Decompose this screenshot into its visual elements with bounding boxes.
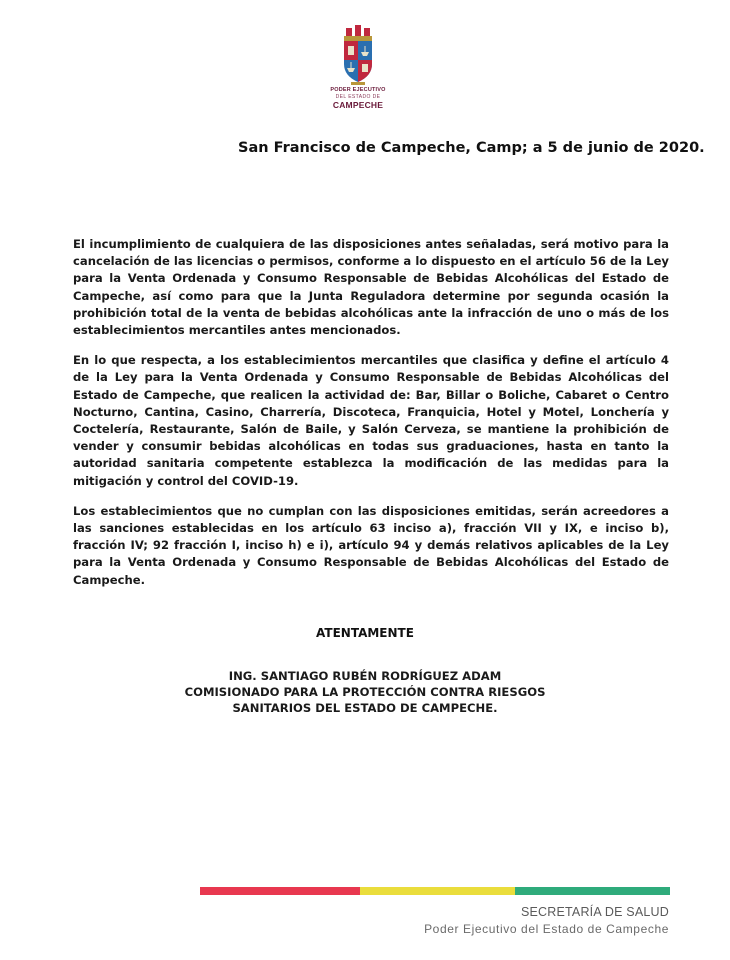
footer-bar-green	[515, 887, 670, 895]
campeche-seal	[325, 24, 391, 109]
footer-color-bar	[200, 887, 670, 895]
paragraph: El incumplimiento de cualquiera de las disposiciones antes señaladas, será motivo para la cancelación de las licencias o permisos, conforme a lo dispuesto en el artículo 56 de la Ley para la Venta Ordenada y Consumo Responsable de Bebidas Alcohólicas del Estado de Campeche, así como para que la Junta Reguladora determine por segunda ocasión la prohibición total de la venta de bebidas alcohólicas ante la infracción de uno o más de los establecimientos mercantiles antes mencionados.	[73, 237, 669, 338]
signature-block	[150, 668, 580, 716]
footer-bar-red	[200, 887, 360, 895]
footer-department: SECRETARÍA DE SALUD	[520, 905, 669, 919]
closing-salutation: ATENTAMENTE	[316, 626, 414, 640]
seal-line-2: DEL ESTADO DE	[335, 93, 381, 100]
signer-title-line-1: COMISIONADO PARA LA PROTECCIÓN CONTRA RIESGOS	[184, 685, 546, 699]
coat-of-arms-icon	[341, 24, 375, 86]
footer-government: Poder Ejecutivo del Estado de Campeche	[424, 922, 669, 936]
footer	[424, 903, 669, 938]
footer-bar-yellow	[360, 887, 515, 895]
seal-line-3: CAMPECHE	[332, 99, 384, 110]
paragraph: Los establecimientos que no cumplan con las disposiciones emitidas, serán acreedores a las sanciones establecidas en los artículo 63 inciso a), fracción VII y IX, e inciso b), fracción IV; 92 fracción I, inciso h) e i), artículo 94 y demás relativos aplicables de la Ley para la Venta Ordenada y Consumo Responsable de Bebidas Alcohólicas del Estado de Campeche.	[73, 503, 669, 587]
document-body	[73, 236, 669, 602]
seal-line-1: PODER EJECUTIVO	[330, 87, 386, 93]
date-line: San Francisco de Campeche, Camp; a 5 de junio de 2020.	[238, 140, 705, 156]
signer-title-line-2: SANITARIOS DEL ESTADO DE CAMPECHE.	[232, 701, 498, 715]
paragraph: En lo que respecta, a los establecimientos mercantiles que clasifica y define el artículo 4 de la Ley para la Venta Ordenada y Consumo Responsable de Bebidas Alcohólicas del Estado de Campeche, que realicen la actividad de: Bar, Billar o Boliche, Cabaret o Centro Nocturno, Cantina, Casino, Charrería, Discoteca, Franquicia, Hotel y Motel, Lonchería y Coctelería, Restaurante, Salón de Baile, y Salón Cerveza, se mantiene la prohibición de vender y consumir bebidas alcohólicas en todas sus graduaciones, hasta en tanto la autoridad sanitaria competente establezca la modificación de las medidas para la mitigación y control del COVID-19.	[73, 353, 669, 488]
signer-name: ING. SANTIAGO RUBÉN RODRÍGUEZ ADAM	[228, 669, 502, 683]
